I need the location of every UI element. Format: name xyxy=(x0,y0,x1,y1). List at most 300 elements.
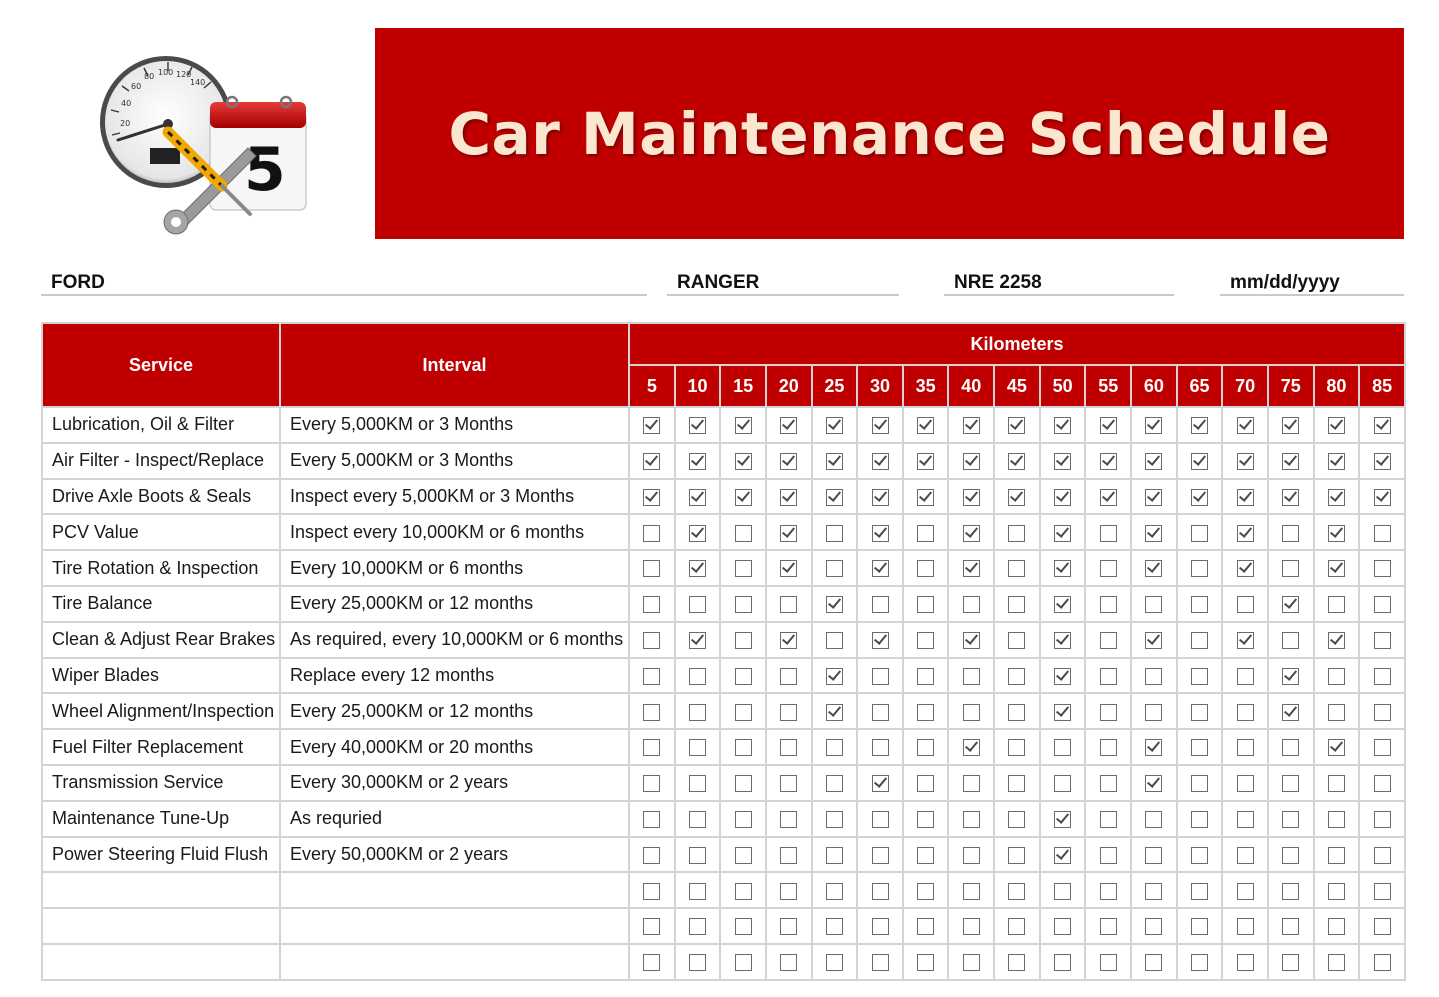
unchecked-checkbox[interactable] xyxy=(643,668,660,685)
unchecked-checkbox[interactable] xyxy=(689,596,706,613)
unchecked-checkbox[interactable] xyxy=(1054,883,1071,900)
unchecked-checkbox[interactable] xyxy=(735,668,752,685)
unchecked-checkbox[interactable] xyxy=(1145,918,1162,935)
unchecked-checkbox[interactable] xyxy=(1008,811,1025,828)
checked-checkbox[interactable] xyxy=(963,489,980,506)
checked-checkbox[interactable] xyxy=(1145,525,1162,542)
unchecked-checkbox[interactable] xyxy=(917,775,934,792)
unchecked-checkbox[interactable] xyxy=(872,847,889,864)
unchecked-checkbox[interactable] xyxy=(1100,632,1117,649)
unchecked-checkbox[interactable] xyxy=(826,954,843,971)
unchecked-checkbox[interactable] xyxy=(1374,775,1391,792)
unchecked-checkbox[interactable] xyxy=(917,560,934,577)
checked-checkbox[interactable] xyxy=(872,632,889,649)
unchecked-checkbox[interactable] xyxy=(917,739,934,756)
checked-checkbox[interactable] xyxy=(917,417,934,434)
unchecked-checkbox[interactable] xyxy=(1008,525,1025,542)
vehicle-model-field[interactable]: RANGER xyxy=(667,270,899,296)
unchecked-checkbox[interactable] xyxy=(826,560,843,577)
checked-checkbox[interactable] xyxy=(735,453,752,470)
checkbox-cell xyxy=(766,479,812,515)
checked-checkbox[interactable] xyxy=(1145,453,1162,470)
checkbox-cell xyxy=(720,801,766,837)
unchecked-checkbox[interactable] xyxy=(1237,739,1254,756)
unchecked-checkbox[interactable] xyxy=(780,811,797,828)
checked-checkbox[interactable] xyxy=(1191,453,1208,470)
checked-checkbox[interactable] xyxy=(689,489,706,506)
checked-checkbox[interactable] xyxy=(1054,489,1071,506)
unchecked-checkbox[interactable] xyxy=(1054,739,1071,756)
unchecked-checkbox[interactable] xyxy=(917,596,934,613)
unchecked-checkbox[interactable] xyxy=(1008,704,1025,721)
checkbox-cell xyxy=(1177,622,1223,658)
unchecked-checkbox[interactable] xyxy=(1374,525,1391,542)
unchecked-checkbox[interactable] xyxy=(1282,739,1299,756)
unchecked-checkbox[interactable] xyxy=(1282,918,1299,935)
checkbox-cell xyxy=(857,693,903,729)
unchecked-checkbox[interactable] xyxy=(826,883,843,900)
unchecked-checkbox[interactable] xyxy=(689,704,706,721)
unchecked-checkbox[interactable] xyxy=(1328,954,1345,971)
unchecked-checkbox[interactable] xyxy=(963,704,980,721)
checked-checkbox[interactable] xyxy=(826,417,843,434)
checked-checkbox[interactable] xyxy=(1145,775,1162,792)
unchecked-checkbox[interactable] xyxy=(1237,954,1254,971)
checked-checkbox[interactable] xyxy=(917,453,934,470)
checked-checkbox[interactable] xyxy=(1328,525,1345,542)
unchecked-checkbox[interactable] xyxy=(1008,918,1025,935)
unchecked-checkbox[interactable] xyxy=(872,811,889,828)
unchecked-checkbox[interactable] xyxy=(643,775,660,792)
unchecked-checkbox[interactable] xyxy=(735,596,752,613)
checked-checkbox[interactable] xyxy=(826,596,843,613)
checked-checkbox[interactable] xyxy=(963,739,980,756)
unchecked-checkbox[interactable] xyxy=(826,739,843,756)
unchecked-checkbox[interactable] xyxy=(780,596,797,613)
checked-checkbox[interactable] xyxy=(963,560,980,577)
unchecked-checkbox[interactable] xyxy=(1191,560,1208,577)
unchecked-checkbox[interactable] xyxy=(1191,632,1208,649)
checked-checkbox[interactable] xyxy=(1008,417,1025,434)
unchecked-checkbox[interactable] xyxy=(780,954,797,971)
unchecked-checkbox[interactable] xyxy=(1282,883,1299,900)
checkbox-cell xyxy=(903,443,949,479)
unchecked-checkbox[interactable] xyxy=(1008,739,1025,756)
unchecked-checkbox[interactable] xyxy=(1100,918,1117,935)
unchecked-checkbox[interactable] xyxy=(826,918,843,935)
unchecked-checkbox[interactable] xyxy=(689,918,706,935)
unchecked-checkbox[interactable] xyxy=(1145,811,1162,828)
unchecked-checkbox[interactable] xyxy=(643,918,660,935)
unchecked-checkbox[interactable] xyxy=(1328,847,1345,864)
unchecked-checkbox[interactable] xyxy=(643,525,660,542)
unchecked-checkbox[interactable] xyxy=(643,847,660,864)
checked-checkbox[interactable] xyxy=(1374,417,1391,434)
unchecked-checkbox[interactable] xyxy=(1374,847,1391,864)
unchecked-checkbox[interactable] xyxy=(643,632,660,649)
unchecked-checkbox[interactable] xyxy=(735,883,752,900)
unchecked-checkbox[interactable] xyxy=(1374,918,1391,935)
checkbox-cell xyxy=(766,944,812,980)
unchecked-checkbox[interactable] xyxy=(1282,775,1299,792)
unchecked-checkbox[interactable] xyxy=(1100,525,1117,542)
unchecked-checkbox[interactable] xyxy=(1328,883,1345,900)
unchecked-checkbox[interactable] xyxy=(1054,918,1071,935)
unchecked-checkbox[interactable] xyxy=(1282,954,1299,971)
checkbox-cell xyxy=(812,658,858,694)
unchecked-checkbox[interactable] xyxy=(1237,847,1254,864)
unchecked-checkbox[interactable] xyxy=(1191,525,1208,542)
checked-checkbox[interactable] xyxy=(1100,453,1117,470)
checked-checkbox[interactable] xyxy=(1145,632,1162,649)
checkbox-cell xyxy=(1177,693,1223,729)
unchecked-checkbox[interactable] xyxy=(780,918,797,935)
checked-checkbox[interactable] xyxy=(963,525,980,542)
unchecked-checkbox[interactable] xyxy=(1237,883,1254,900)
checked-checkbox[interactable] xyxy=(1054,811,1071,828)
unchecked-checkbox[interactable] xyxy=(1100,704,1117,721)
unchecked-checkbox[interactable] xyxy=(643,704,660,721)
unchecked-checkbox[interactable] xyxy=(1374,596,1391,613)
unchecked-checkbox[interactable] xyxy=(963,775,980,792)
checked-checkbox[interactable] xyxy=(780,417,797,434)
unchecked-checkbox[interactable] xyxy=(872,739,889,756)
checked-checkbox[interactable] xyxy=(1054,525,1071,542)
checked-checkbox[interactable] xyxy=(1145,489,1162,506)
checked-checkbox[interactable] xyxy=(1282,704,1299,721)
checked-checkbox[interactable] xyxy=(735,489,752,506)
checked-checkbox[interactable] xyxy=(1237,560,1254,577)
unchecked-checkbox[interactable] xyxy=(1008,560,1025,577)
checked-checkbox[interactable] xyxy=(1328,560,1345,577)
checked-checkbox[interactable] xyxy=(826,489,843,506)
unchecked-checkbox[interactable] xyxy=(1100,883,1117,900)
unchecked-checkbox[interactable] xyxy=(1328,811,1345,828)
unchecked-checkbox[interactable] xyxy=(963,847,980,864)
checked-checkbox[interactable] xyxy=(1054,453,1071,470)
checked-checkbox[interactable] xyxy=(1328,453,1345,470)
checked-checkbox[interactable] xyxy=(1054,668,1071,685)
unchecked-checkbox[interactable] xyxy=(1008,847,1025,864)
unchecked-checkbox[interactable] xyxy=(872,668,889,685)
unchecked-checkbox[interactable] xyxy=(1145,596,1162,613)
unchecked-checkbox[interactable] xyxy=(826,811,843,828)
unchecked-checkbox[interactable] xyxy=(735,847,752,864)
unchecked-checkbox[interactable] xyxy=(643,560,660,577)
checked-checkbox[interactable] xyxy=(643,417,660,434)
checked-checkbox[interactable] xyxy=(780,632,797,649)
unchecked-checkbox[interactable] xyxy=(826,632,843,649)
checked-checkbox[interactable] xyxy=(689,525,706,542)
unchecked-checkbox[interactable] xyxy=(1008,883,1025,900)
checked-checkbox[interactable] xyxy=(872,453,889,470)
unchecked-checkbox[interactable] xyxy=(689,775,706,792)
unchecked-checkbox[interactable] xyxy=(1237,596,1254,613)
checkbox-cell xyxy=(857,622,903,658)
checked-checkbox[interactable] xyxy=(689,453,706,470)
checked-checkbox[interactable] xyxy=(872,775,889,792)
unchecked-checkbox[interactable] xyxy=(1282,560,1299,577)
table-row xyxy=(42,944,1405,980)
unchecked-checkbox[interactable] xyxy=(1282,811,1299,828)
unchecked-checkbox[interactable] xyxy=(1008,954,1025,971)
unchecked-checkbox[interactable] xyxy=(963,918,980,935)
service-cell: Lubrication, Oil & Filter xyxy=(42,407,280,443)
checked-checkbox[interactable] xyxy=(1237,632,1254,649)
unchecked-checkbox[interactable] xyxy=(917,704,934,721)
gauge-label-40: 40 xyxy=(121,99,132,108)
checked-checkbox[interactable] xyxy=(872,525,889,542)
unchecked-checkbox[interactable] xyxy=(1008,775,1025,792)
checkbox-cell xyxy=(994,586,1040,622)
unchecked-checkbox[interactable] xyxy=(643,811,660,828)
unchecked-checkbox[interactable] xyxy=(1100,739,1117,756)
unchecked-checkbox[interactable] xyxy=(917,811,934,828)
unchecked-checkbox[interactable] xyxy=(1100,668,1117,685)
unchecked-checkbox[interactable] xyxy=(689,811,706,828)
unchecked-checkbox[interactable] xyxy=(917,668,934,685)
unchecked-checkbox[interactable] xyxy=(1374,954,1391,971)
unchecked-checkbox[interactable] xyxy=(917,632,934,649)
header-interval: Interval xyxy=(280,323,629,407)
unchecked-checkbox[interactable] xyxy=(735,632,752,649)
unchecked-checkbox[interactable] xyxy=(872,918,889,935)
unchecked-checkbox[interactable] xyxy=(1191,847,1208,864)
checked-checkbox[interactable] xyxy=(643,453,660,470)
unchecked-checkbox[interactable] xyxy=(1237,704,1254,721)
unchecked-checkbox[interactable] xyxy=(1237,775,1254,792)
unchecked-checkbox[interactable] xyxy=(1374,560,1391,577)
checkbox-cell xyxy=(1268,514,1314,550)
checked-checkbox[interactable] xyxy=(963,417,980,434)
checked-checkbox[interactable] xyxy=(1100,489,1117,506)
unchecked-checkbox[interactable] xyxy=(643,739,660,756)
unchecked-checkbox[interactable] xyxy=(1282,847,1299,864)
unchecked-checkbox[interactable] xyxy=(735,560,752,577)
unchecked-checkbox[interactable] xyxy=(643,883,660,900)
unchecked-checkbox[interactable] xyxy=(689,668,706,685)
checked-checkbox[interactable] xyxy=(963,632,980,649)
checked-checkbox[interactable] xyxy=(689,632,706,649)
unchecked-checkbox[interactable] xyxy=(780,739,797,756)
unchecked-checkbox[interactable] xyxy=(780,668,797,685)
checked-checkbox[interactable] xyxy=(1328,739,1345,756)
unchecked-checkbox[interactable] xyxy=(1191,668,1208,685)
unchecked-checkbox[interactable] xyxy=(735,775,752,792)
checked-checkbox[interactable] xyxy=(1328,632,1345,649)
unchecked-checkbox[interactable] xyxy=(1054,954,1071,971)
checked-checkbox[interactable] xyxy=(826,704,843,721)
unchecked-checkbox[interactable] xyxy=(826,775,843,792)
unchecked-checkbox[interactable] xyxy=(735,704,752,721)
unchecked-checkbox[interactable] xyxy=(1328,704,1345,721)
unchecked-checkbox[interactable] xyxy=(1100,775,1117,792)
checked-checkbox[interactable] xyxy=(1054,632,1071,649)
checked-checkbox[interactable] xyxy=(780,489,797,506)
checked-checkbox[interactable] xyxy=(1100,417,1117,434)
checkbox-cell xyxy=(812,622,858,658)
unchecked-checkbox[interactable] xyxy=(963,811,980,828)
km-header-45: 45 xyxy=(994,365,1040,407)
checked-checkbox[interactable] xyxy=(780,453,797,470)
unchecked-checkbox[interactable] xyxy=(1374,704,1391,721)
checked-checkbox[interactable] xyxy=(1237,417,1254,434)
unchecked-checkbox[interactable] xyxy=(963,668,980,685)
checked-checkbox[interactable] xyxy=(1191,489,1208,506)
unchecked-checkbox[interactable] xyxy=(963,883,980,900)
unchecked-checkbox[interactable] xyxy=(1008,632,1025,649)
unchecked-checkbox[interactable] xyxy=(735,525,752,542)
unchecked-checkbox[interactable] xyxy=(1145,954,1162,971)
checked-checkbox[interactable] xyxy=(1054,596,1071,613)
unchecked-checkbox[interactable] xyxy=(1374,811,1391,828)
unchecked-checkbox[interactable] xyxy=(1100,560,1117,577)
unchecked-checkbox[interactable] xyxy=(643,954,660,971)
unchecked-checkbox[interactable] xyxy=(1191,811,1208,828)
checked-checkbox[interactable] xyxy=(1237,525,1254,542)
unchecked-checkbox[interactable] xyxy=(1374,668,1391,685)
checked-checkbox[interactable] xyxy=(780,560,797,577)
checked-checkbox[interactable] xyxy=(735,417,752,434)
checked-checkbox[interactable] xyxy=(963,453,980,470)
checked-checkbox[interactable] xyxy=(1237,453,1254,470)
unchecked-checkbox[interactable] xyxy=(735,954,752,971)
checked-checkbox[interactable] xyxy=(643,489,660,506)
unchecked-checkbox[interactable] xyxy=(872,883,889,900)
unchecked-checkbox[interactable] xyxy=(1100,811,1117,828)
unchecked-checkbox[interactable] xyxy=(917,883,934,900)
unchecked-checkbox[interactable] xyxy=(689,847,706,864)
unchecked-checkbox[interactable] xyxy=(780,775,797,792)
checked-checkbox[interactable] xyxy=(826,668,843,685)
checked-checkbox[interactable] xyxy=(1282,417,1299,434)
checked-checkbox[interactable] xyxy=(1282,596,1299,613)
checked-checkbox[interactable] xyxy=(917,489,934,506)
unchecked-checkbox[interactable] xyxy=(1191,704,1208,721)
unchecked-checkbox[interactable] xyxy=(1054,775,1071,792)
unchecked-checkbox[interactable] xyxy=(1237,918,1254,935)
unchecked-checkbox[interactable] xyxy=(1191,883,1208,900)
unchecked-checkbox[interactable] xyxy=(689,739,706,756)
vehicle-plate-field[interactable]: NRE 2258 xyxy=(944,270,1174,296)
checked-checkbox[interactable] xyxy=(872,417,889,434)
checkbox-cell xyxy=(1222,729,1268,765)
unchecked-checkbox[interactable] xyxy=(1100,596,1117,613)
unchecked-checkbox[interactable] xyxy=(735,811,752,828)
unchecked-checkbox[interactable] xyxy=(1328,668,1345,685)
date-field[interactable]: mm/dd/yyyy xyxy=(1220,270,1404,296)
unchecked-checkbox[interactable] xyxy=(1374,883,1391,900)
unchecked-checkbox[interactable] xyxy=(1328,918,1345,935)
unchecked-checkbox[interactable] xyxy=(1282,525,1299,542)
unchecked-checkbox[interactable] xyxy=(1191,739,1208,756)
checked-checkbox[interactable] xyxy=(1054,417,1071,434)
checked-checkbox[interactable] xyxy=(1191,417,1208,434)
unchecked-checkbox[interactable] xyxy=(1191,954,1208,971)
checked-checkbox[interactable] xyxy=(1054,847,1071,864)
unchecked-checkbox[interactable] xyxy=(1374,632,1391,649)
unchecked-checkbox[interactable] xyxy=(917,525,934,542)
unchecked-checkbox[interactable] xyxy=(643,596,660,613)
unchecked-checkbox[interactable] xyxy=(735,918,752,935)
checked-checkbox[interactable] xyxy=(872,560,889,577)
unchecked-checkbox[interactable] xyxy=(1008,596,1025,613)
checked-checkbox[interactable] xyxy=(1054,560,1071,577)
unchecked-checkbox[interactable] xyxy=(1191,918,1208,935)
unchecked-checkbox[interactable] xyxy=(1191,775,1208,792)
vehicle-make-field[interactable]: FORD xyxy=(41,270,647,296)
unchecked-checkbox[interactable] xyxy=(963,954,980,971)
unchecked-checkbox[interactable] xyxy=(1237,668,1254,685)
checked-checkbox[interactable] xyxy=(1374,489,1391,506)
unchecked-checkbox[interactable] xyxy=(826,847,843,864)
unchecked-checkbox[interactable] xyxy=(689,954,706,971)
checked-checkbox[interactable] xyxy=(1282,489,1299,506)
unchecked-checkbox[interactable] xyxy=(1145,883,1162,900)
checked-checkbox[interactable] xyxy=(1374,453,1391,470)
unchecked-checkbox[interactable] xyxy=(1008,668,1025,685)
checked-checkbox[interactable] xyxy=(1054,704,1071,721)
unchecked-checkbox[interactable] xyxy=(1100,954,1117,971)
checked-checkbox[interactable] xyxy=(1145,417,1162,434)
unchecked-checkbox[interactable] xyxy=(1145,668,1162,685)
unchecked-checkbox[interactable] xyxy=(780,883,797,900)
checked-checkbox[interactable] xyxy=(1328,417,1345,434)
checked-checkbox[interactable] xyxy=(872,489,889,506)
unchecked-checkbox[interactable] xyxy=(735,739,752,756)
checked-checkbox[interactable] xyxy=(780,525,797,542)
interval-cell: Every 40,000KM or 20 months xyxy=(280,729,629,765)
unchecked-checkbox[interactable] xyxy=(1191,596,1208,613)
unchecked-checkbox[interactable] xyxy=(872,596,889,613)
unchecked-checkbox[interactable] xyxy=(872,954,889,971)
checkbox-cell xyxy=(1085,801,1131,837)
unchecked-checkbox[interactable] xyxy=(826,525,843,542)
checkbox-cell xyxy=(1131,944,1177,980)
checkbox-cell xyxy=(675,837,721,873)
unchecked-checkbox[interactable] xyxy=(1145,847,1162,864)
checkbox-cell xyxy=(1177,908,1223,944)
unchecked-checkbox[interactable] xyxy=(1328,596,1345,613)
unchecked-checkbox[interactable] xyxy=(1374,739,1391,756)
checked-checkbox[interactable] xyxy=(1282,668,1299,685)
unchecked-checkbox[interactable] xyxy=(963,596,980,613)
checked-checkbox[interactable] xyxy=(689,560,706,577)
unchecked-checkbox[interactable] xyxy=(917,918,934,935)
checked-checkbox[interactable] xyxy=(1282,453,1299,470)
checked-checkbox[interactable] xyxy=(1237,489,1254,506)
unchecked-checkbox[interactable] xyxy=(1100,847,1117,864)
unchecked-checkbox[interactable] xyxy=(689,883,706,900)
checked-checkbox[interactable] xyxy=(1145,739,1162,756)
unchecked-checkbox[interactable] xyxy=(1328,775,1345,792)
checkbox-cell xyxy=(629,514,675,550)
checked-checkbox[interactable] xyxy=(1145,560,1162,577)
checked-checkbox[interactable] xyxy=(689,417,706,434)
unchecked-checkbox[interactable] xyxy=(872,704,889,721)
checked-checkbox[interactable] xyxy=(1008,453,1025,470)
checked-checkbox[interactable] xyxy=(1008,489,1025,506)
checked-checkbox[interactable] xyxy=(826,453,843,470)
unchecked-checkbox[interactable] xyxy=(917,954,934,971)
unchecked-checkbox[interactable] xyxy=(917,847,934,864)
unchecked-checkbox[interactable] xyxy=(1237,811,1254,828)
unchecked-checkbox[interactable] xyxy=(1145,704,1162,721)
unchecked-checkbox[interactable] xyxy=(780,847,797,864)
unchecked-checkbox[interactable] xyxy=(780,704,797,721)
unchecked-checkbox[interactable] xyxy=(1282,632,1299,649)
checked-checkbox[interactable] xyxy=(1328,489,1345,506)
